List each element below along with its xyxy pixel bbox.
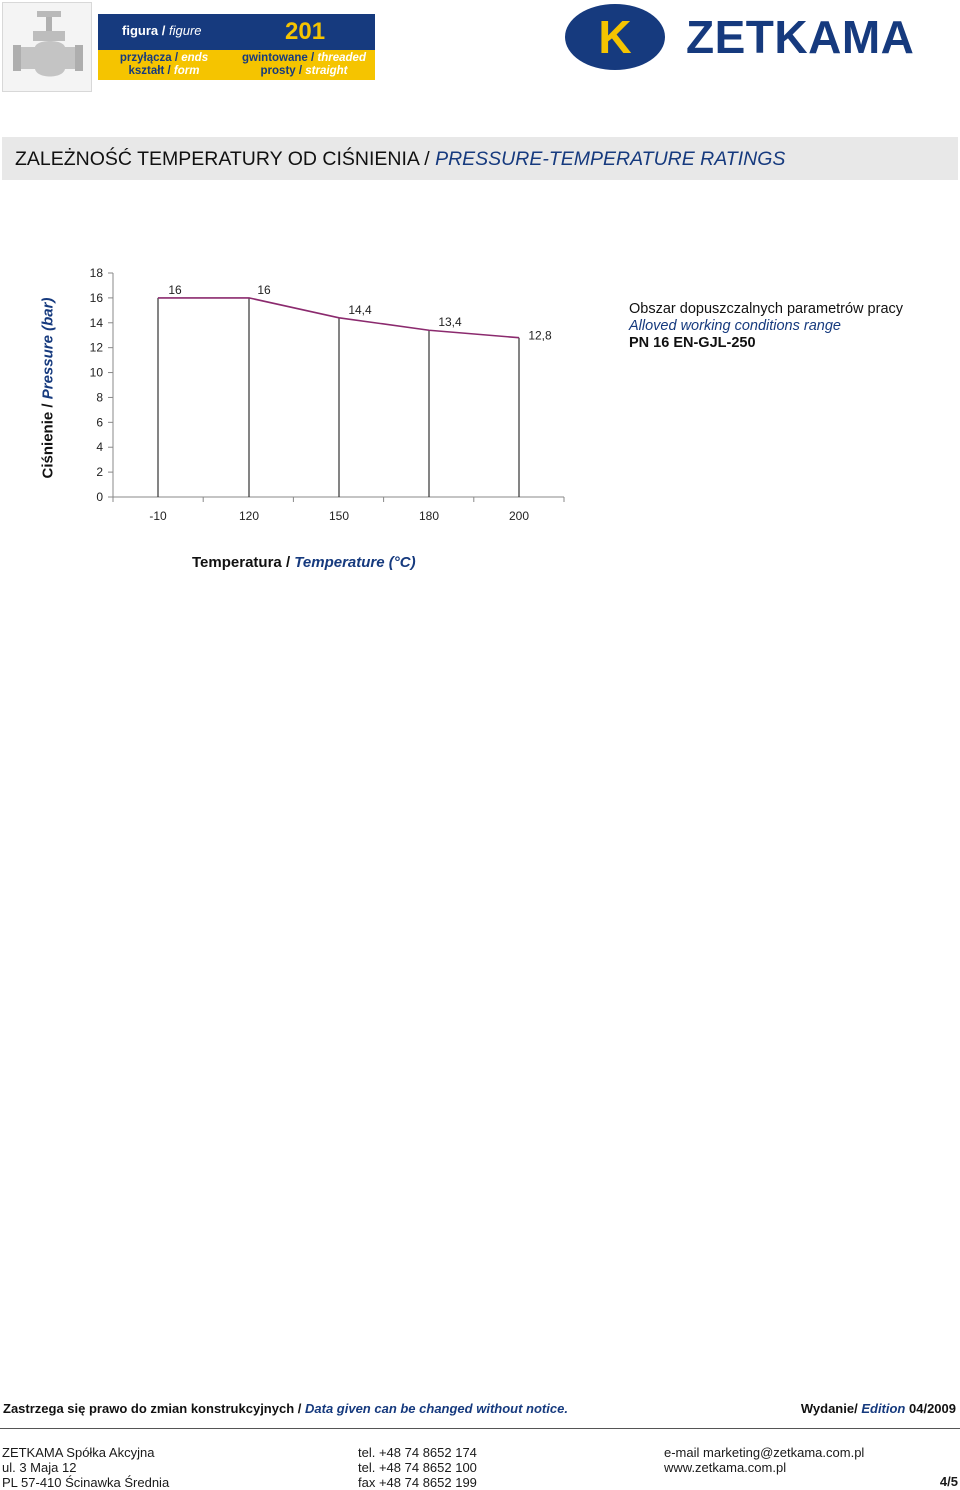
brand-name: ZETKAMA (686, 11, 915, 63)
thread-straight-labels: gwintowane / threaded prosty / straight (242, 52, 366, 77)
y-tick-label: 18 (89, 266, 103, 280)
figure-number-band: figura / figure 201 (98, 14, 375, 50)
x-tick-label: 200 (508, 509, 530, 523)
data-label: 12,8 (528, 328, 552, 343)
data-label: 13,4 (438, 315, 462, 330)
company-phones (358, 1445, 477, 1490)
page-number: 4/5 (939, 1474, 958, 1489)
y-tick-label: 6 (96, 415, 103, 430)
fax: fax +48 74 8652 199 (358, 1475, 477, 1490)
y-tick-label: 10 (89, 365, 103, 380)
company-address (2, 1445, 169, 1490)
y-tick-label: 4 (96, 440, 103, 455)
y-tick-label: 0 (96, 490, 103, 504)
data-label: 14,4 (348, 302, 372, 317)
title-en: PRESSURE-TEMPERATURE RATINGS (435, 148, 786, 170)
company-city: PL 57-410 Ścinawka Średnia (2, 1475, 170, 1490)
footer-divider (0, 1428, 960, 1429)
legend-line-en: Alloved working conditions range (629, 318, 841, 334)
company-web (664, 1445, 864, 1475)
edition: Wydanie/ Edition 04/2009 (800, 1401, 956, 1416)
company-name: ZETKAMA Spółka Akcyjna (2, 1445, 155, 1460)
y-tick-label: 16 (89, 290, 103, 305)
figure-label-en: figure (168, 23, 202, 38)
company-street: ul. 3 Maja 12 (2, 1460, 77, 1475)
title-pl: ZALEŻNOŚĆ TEMPERATURY OD CIŚNIENIA (15, 148, 419, 170)
pressure-temperature-chart (0, 0, 960, 540)
x-tick-label: -10 (149, 509, 167, 523)
x-axis-title: Temperatura / Temperature (°C) (192, 554, 416, 571)
y-tick-label: 2 (96, 465, 103, 480)
logo-letter: K (598, 11, 632, 63)
y-tick-label: 12 (89, 340, 103, 355)
data-label: 16 (168, 282, 182, 297)
y-tick-label: 14 (89, 315, 103, 330)
phone-1: tel. +48 74 8652 174 (358, 1445, 477, 1460)
figure-label-pl: figura (122, 23, 159, 38)
chart-legend (629, 301, 903, 352)
phone-2: tel. +48 74 8652 100 (358, 1460, 477, 1475)
data-label: 16 (257, 282, 271, 297)
email-link[interactable]: e-mail marketing@zetkama.com.pl (664, 1445, 865, 1460)
x-tick-label: 180 (418, 509, 440, 523)
y-tick-label: 8 (96, 390, 103, 405)
figure-number: 201 (285, 18, 326, 45)
website-link[interactable]: www.zetkama.com.pl (664, 1460, 787, 1475)
disclaimer: Zastrzega się prawo do zmian konstrukcyjnych / Data given can be changed without notice. (3, 1401, 568, 1416)
ends-form-labels: przyłącza / ends kształt / form (119, 52, 209, 77)
x-tick-label: 120 (238, 509, 260, 523)
legend-line-spec: PN 16 EN-GJL-250 (629, 335, 756, 351)
legend-line-pl: Obszar dopuszczalnych parametrów pracy (629, 301, 904, 317)
page-title: ZALEŻNOŚĆ TEMPERATURY OD CIŚNIENIA / PRESSURE-TEMPERATURE RATINGS (15, 148, 786, 170)
x-tick-label: 150 (328, 509, 350, 523)
